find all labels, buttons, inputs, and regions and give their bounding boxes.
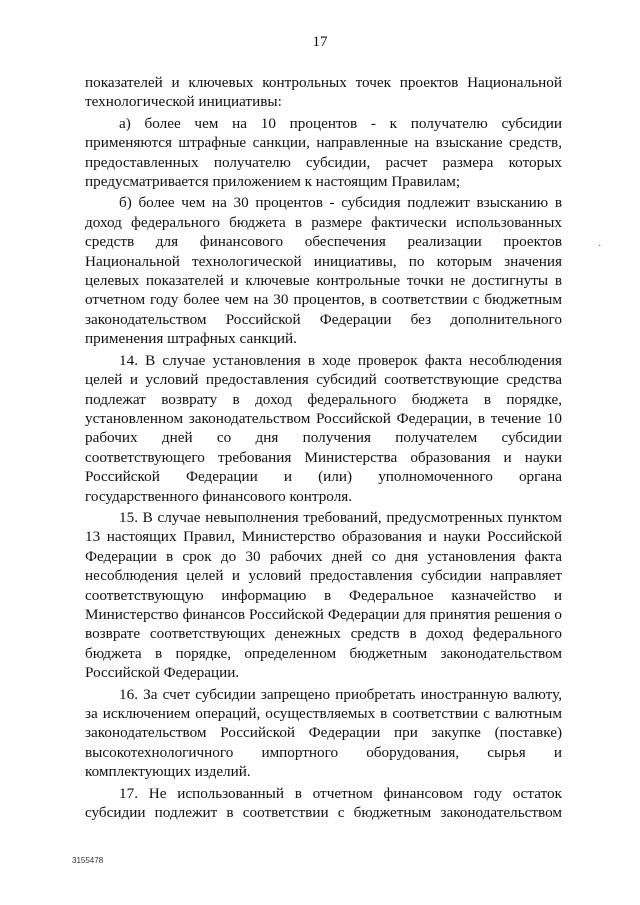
document-body <box>85 73 562 824</box>
paragraph-clause-14: 14. В случае установления в ходе проверок факта несоблюдения целей и условий предоставления субсидий соответствующие средства подлежат возврату в доход федерального бюджета в порядке, установленном законодательством Российской Федерации, в течение 10 рабочих дней со дня получения получателем субсидии соответствующего требования Министерства образования и науки Российской Федерации и (или) уполномоченного органа государственного финансового контроля. <box>85 351 562 505</box>
paragraph-intro: показателей и ключевых контрольных точек проектов Национальной технологической инициативы: <box>85 74 562 111</box>
paragraph-clause-16: 16. За счет субсидии запрещено приобретать иностранную валюту, за исключением операций, осуществляемых в соответствии с валютным законодательством Российской Федерации при закупке (поставке) высокотехнологичного импортного оборудования, сырья и комплектующих изделий. <box>85 685 562 781</box>
margin-mark: · <box>598 241 602 252</box>
page-number: 17 <box>312 34 328 50</box>
paragraph-item-a: а) более чем на 10 процентов - к получателю субсидии применяются штрафные санкции, направленные на взыскание средств, предоставленных получателю субсидии, расчет размера которых предусматривается приложением к настоящим Правилам; <box>85 114 562 191</box>
paragraph-item-b: б) более чем на 30 процентов - субсидия подлежит взысканию в доход федерального бюджета в размере фактически использованных средств для финансового обеспечения реализации проектов Национальной технологической инициативы, по которым значения целевых показателей и ключевые контрольные точки не достигнуты в отчетном году более чем на 30 процентов, в соответствии с бюджетным законодательством Российской Федерации без дополнительного применения штрафных санкций. <box>85 194 562 348</box>
paragraph-clause-15: 15. В случае невыполнения требований, предусмотренных пунктом 13 настоящих Правил, Министерство образования и науки Российской Федерации в срок до 30 рабочих дней со дня установления факта несоблюдения целей и условий предоставления субсидии направляет соответствующую информацию в Федеральное казначейство и Министерство финансов Российской Федерации для принятия решения о возврате соответствующих денежных средств в доход федерального бюджета в порядке, определенном бюджетным законодательством Российской Федерации. <box>85 508 562 682</box>
paragraph-clause-17: 17. Не использованный в отчетном финансовом году остаток субсидии подлежит в соответствии с бюджетным законодательством <box>85 784 562 822</box>
document-code: 3155478 <box>72 856 104 865</box>
